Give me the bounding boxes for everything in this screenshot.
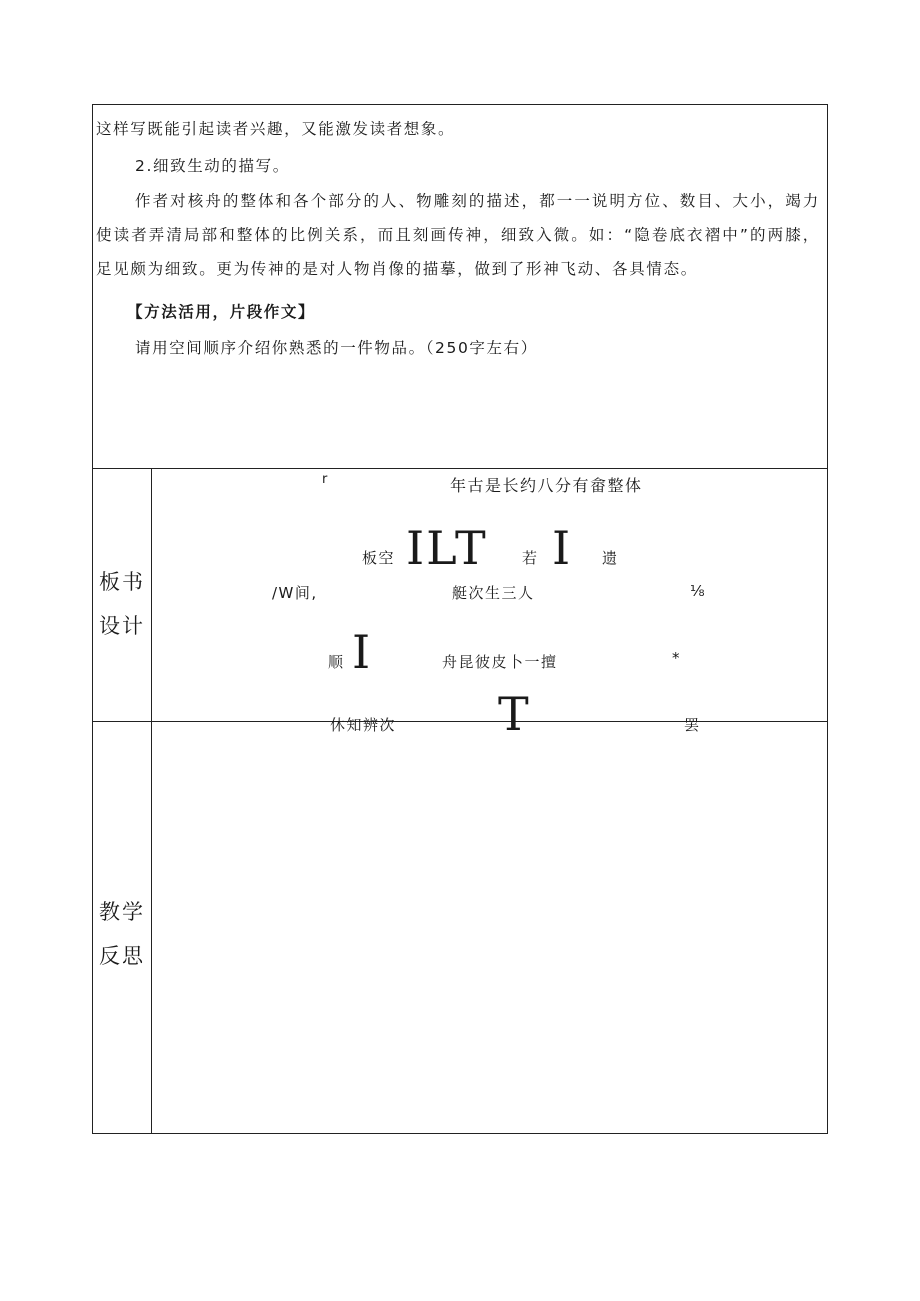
board-design-label bbox=[93, 560, 151, 648]
reflection-section-divider bbox=[92, 721, 828, 722]
board-row-5-big-letter: T bbox=[498, 687, 531, 741]
board-row-2-big-letters: ILT bbox=[406, 521, 488, 575]
board-row-2-big-letter: I bbox=[552, 521, 573, 575]
board-row-4-left: 顺 bbox=[328, 653, 345, 671]
teaching-reflection-label-line2: 反思 bbox=[99, 944, 145, 968]
board-row-4-mid: 舟昆彼皮卜一擅 bbox=[442, 653, 558, 671]
detail-paragraph: 作者对核舟的整体和各个部分的人、物雕刻的描述，都一一说明方位、数目、大小，竭力使读者弄清局部和整体的比例关系，而且刻画传神，细致入微。如：“隐卷底衣褶中”的两膝，足见颇为细致。更为传神的是对人物肖像的描摹，做到了形神飞动、各具情态。 bbox=[96, 192, 820, 278]
board-row-2-right: 遗 bbox=[602, 549, 619, 567]
teaching-reflection-label bbox=[93, 890, 151, 978]
board-row-3-mid: 艇次生三人 bbox=[452, 584, 535, 602]
board-design-content bbox=[152, 469, 827, 741]
board-row-4-big-letter: I bbox=[352, 625, 373, 679]
upper-line-1: 这样写既能引起读者兴趣，又能激发读者想象。 bbox=[96, 120, 456, 138]
table-right-border bbox=[827, 104, 828, 1134]
writing-task: 请用空间顺序介绍你熟悉的一件物品。（250字左右） bbox=[135, 339, 538, 357]
board-row-1: 年古是长约八分有畲整体 bbox=[450, 476, 643, 495]
teaching-reflection-label-line1: 教学 bbox=[99, 900, 145, 924]
board-row-5-right: 罢 bbox=[684, 716, 701, 734]
table-top-border bbox=[92, 104, 828, 105]
board-row-3-right: ⅛ bbox=[690, 582, 707, 600]
board-row-2-mid: 若 bbox=[522, 549, 539, 567]
board-design-label-line2: 设计 bbox=[99, 614, 145, 638]
board-r-mark: r bbox=[322, 472, 329, 487]
board-row-5-left: 休知辨次 bbox=[330, 716, 397, 734]
board-row-3-left: /W间, bbox=[272, 584, 318, 602]
method-heading: 【方法活用，片段作文】 bbox=[127, 303, 316, 321]
board-row-2-left: 板空 bbox=[362, 549, 396, 567]
board-design-label-line1: 板书 bbox=[99, 570, 145, 594]
table-bottom-border bbox=[92, 1133, 828, 1134]
section-heading-2: 2.细致生动的描写。 bbox=[135, 157, 290, 175]
board-row-4-right: * bbox=[672, 649, 681, 667]
